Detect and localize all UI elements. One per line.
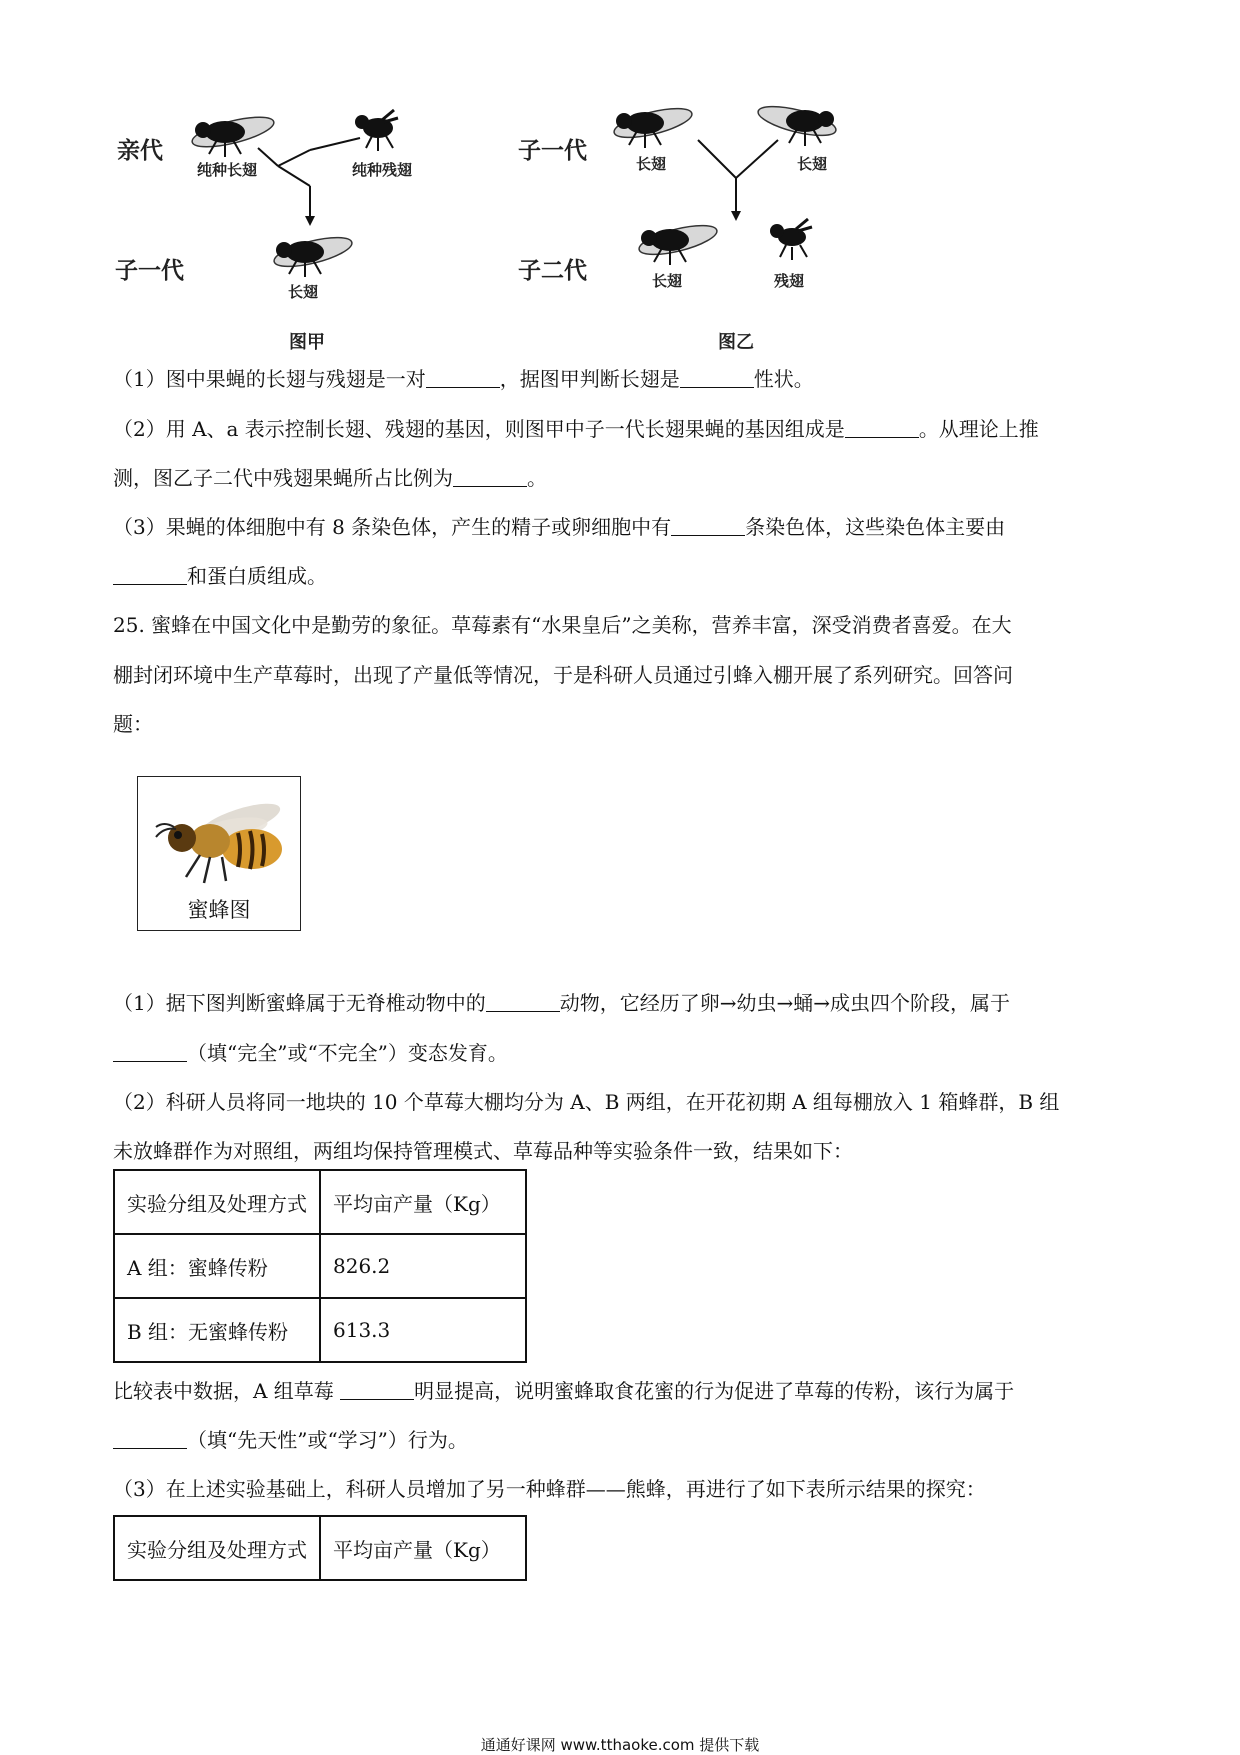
q24-part3-line1: （3）果蝇的体细胞中有 8 条染色体，产生的精子或卵细胞中有 条染色体，这些染色体主要由 (113, 515, 1006, 539)
q24-part3-line2: 和蛋白质组成。 (113, 561, 327, 591)
table-header-row (114, 1516, 526, 1580)
q25-intro-line2: 棚封闭环境中生产草莓时，出现了产量低等情况，于是科研人员通过引蜂入棚开展了系列研究。回答问 (113, 663, 1013, 687)
fig-yi-diagram (600, 95, 860, 295)
q25-part2-line4: （填“先天性”或“学习”）行为。 (113, 1425, 468, 1455)
long-wing-fly-icon (272, 232, 355, 277)
long-wing-fly-icon (612, 103, 695, 148)
table-row (114, 1234, 526, 1298)
table-cell: 613.3 (320, 1298, 526, 1362)
q25-intro-line3: 题： (113, 712, 153, 736)
fig-yi-parent-left-label: 长翅 (636, 155, 667, 173)
bee-figure-caption: 蜜蜂图 (187, 898, 251, 922)
fig-yi-child-left-label: 长翅 (652, 272, 683, 290)
fig-jia-child-label: 长翅 (288, 283, 319, 301)
answer-blank (486, 991, 560, 1012)
vestigial-wing-fly-icon (770, 219, 812, 260)
q25-intro-line1: 25. 蜜蜂在中国文化中是勤劳的象征。草莓素有“水果皇后”之美称，营养丰富，深受消费者喜爱。在大 (113, 613, 1012, 637)
yield-table-2 (113, 1515, 527, 1581)
q25-part2-line2: 未放蜂群作为对照组，两组均保持管理模式、草莓品种等实验条件一致，结果如下： (113, 1139, 853, 1163)
answer-blank (426, 367, 500, 388)
fig-jia-parent-left-label: 纯种长翅 (197, 161, 258, 179)
long-wing-fly-icon (756, 101, 839, 146)
fig-yi-caption: 图乙 (718, 332, 754, 353)
fig-jia-row-f1: 子一代 (115, 258, 184, 284)
yield-table-1 (113, 1169, 527, 1363)
fig-yi-row-f2: 子二代 (518, 258, 587, 284)
bee-icon (140, 781, 300, 891)
bee-figure (137, 776, 301, 931)
vestigial-wing-fly-icon (355, 110, 398, 151)
table-header-cell: 平均亩产量（Kg） (320, 1170, 526, 1234)
table-row (114, 1298, 526, 1362)
answer-blank (113, 1041, 187, 1062)
answer-blank (845, 417, 919, 438)
q24-part1: （1）图中果蝇的长翅与残翅是一对 ，据图甲判断长翅是 性状。 (113, 367, 814, 391)
answer-blank (680, 367, 754, 388)
answer-blank (453, 466, 527, 487)
table-header-row (114, 1170, 526, 1234)
fig-jia-caption: 图甲 (289, 332, 325, 353)
q25-part1-line2: （填“完全”或“不完全”）变态发育。 (113, 1038, 508, 1068)
table-cell: 826.2 (320, 1234, 526, 1298)
table-header-cell: 实验分组及处理方式 (114, 1170, 320, 1234)
q25-part2-line1: （2）科研人员将同一地块的 10 个草莓大棚均分为 A、B 两组，在开花初期 A 组每棚放入 1 箱蜂群，B 组 (113, 1090, 1060, 1114)
table-header-cell: 实验分组及处理方式 (114, 1516, 320, 1580)
fig-yi-parent-right-label: 长翅 (797, 155, 828, 173)
q24-part2-line1: （2）用 A、a 表示控制长翅、残翅的基因，则图甲中子一代长翅果蝇的基因组成是 。从理论上推 (113, 417, 1039, 441)
answer-blank (340, 1379, 414, 1400)
fig-jia-row-parent: 亲代 (117, 138, 163, 164)
q25-part2-line3: 比较表中数据，A 组草莓 明显提高，说明蜜蜂取食花蜜的行为促进了草莓的传粉，该行为属于 (113, 1379, 1015, 1403)
page-footer: 通通好课网 www.tthaoke.com 提供下载 (480, 1736, 760, 1754)
long-wing-fly-icon (637, 220, 720, 265)
answer-blank (113, 1428, 187, 1449)
answer-blank (113, 564, 187, 585)
fig-jia-diagram (180, 100, 430, 300)
q25-part1-line1: （1）据下图判断蜜蜂属于无脊椎动物中的 动物，它经历了卵→幼虫→蛹→成虫四个阶段，属于 (113, 991, 1011, 1015)
table-cell: A 组：蜜蜂传粉 (114, 1234, 320, 1298)
table-header-cell: 平均亩产量（Kg） (320, 1516, 526, 1580)
fig-jia-parent-right-label: 纯种残翅 (352, 161, 413, 179)
q24-part2-line2: 测，图乙子二代中残翅果蝇所占比例为 。 (113, 466, 547, 490)
fig-yi-child-right-label: 残翅 (774, 272, 805, 290)
answer-blank (671, 515, 745, 536)
long-wing-fly-icon (190, 111, 277, 157)
q25-part3-line1: （3）在上述实验基础上，科研人员增加了另一种蜂群——熊蜂，再进行了如下表所示结果的探究： (113, 1477, 986, 1501)
fig-yi-row-f1: 子一代 (518, 138, 587, 164)
table-cell: B 组：无蜜蜂传粉 (114, 1298, 320, 1362)
